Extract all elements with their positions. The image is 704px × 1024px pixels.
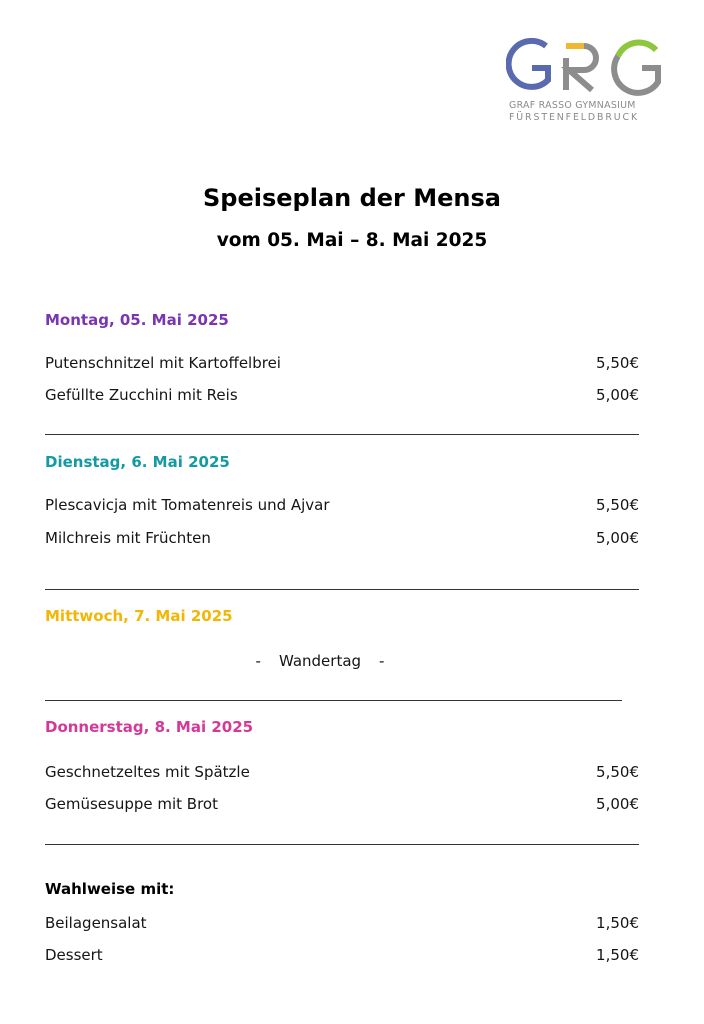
divider <box>45 434 639 435</box>
extra-item <box>45 914 639 936</box>
menu-item-name: Gefüllte Zucchini mit Reis <box>45 386 238 404</box>
day-heading-tuesday: Dienstag, 6. Mai 2025 <box>45 453 230 471</box>
grg-logo-mark <box>506 38 674 98</box>
logo-g-right-top <box>618 42 656 56</box>
menu-item-price: 5,00€ <box>596 529 639 547</box>
extra-item-name: Beilagensalat <box>45 914 147 932</box>
menu-item <box>45 386 639 408</box>
logo-r-bowl <box>569 46 596 90</box>
menu-item-price: 5,50€ <box>596 354 639 372</box>
day-heading-thursday: Donnerstag, 8. Mai 2025 <box>45 718 254 736</box>
extra-item-price: 1,50€ <box>596 914 639 932</box>
extras-heading: Wahlweise mit: <box>45 880 175 898</box>
note-dash-left: - <box>255 652 261 670</box>
menu-item-price: 5,00€ <box>596 795 639 813</box>
logo-g-right-body <box>614 56 658 93</box>
logo-city-name: FÜRSTENFELDBRUCK <box>509 112 640 123</box>
extra-item-price: 1,50€ <box>596 946 639 964</box>
note-text: Wandertag <box>278 652 362 670</box>
day-note <box>0 652 640 670</box>
note-dash-right: - <box>379 652 385 670</box>
logo-g-left <box>509 41 548 87</box>
divider <box>45 700 622 701</box>
menu-item-name: Gemüsesuppe mit Brot <box>45 795 218 813</box>
logo-school-name: GRAF RASSO GYMNASIUM <box>509 100 636 111</box>
menu-item <box>45 795 639 817</box>
menu-item-name: Plescavicja mit Tomatenreis und Ajvar <box>45 496 330 514</box>
extra-item-name: Dessert <box>45 946 103 964</box>
school-logo <box>506 38 674 128</box>
menu-item-name: Milchreis mit Früchten <box>45 529 211 547</box>
menu-item-name: Geschnetzeltes mit Spätzle <box>45 763 250 781</box>
divider <box>45 589 639 590</box>
day-heading-monday: Montag, 05. Mai 2025 <box>45 311 229 329</box>
extra-item <box>45 946 639 968</box>
menu-item-price: 5,50€ <box>596 763 639 781</box>
menu-item <box>45 763 639 785</box>
menu-item <box>45 496 639 518</box>
page-subtitle: vom 05. Mai – 8. Mai 2025 <box>216 230 488 251</box>
menu-item <box>45 354 639 376</box>
day-heading-wednesday: Mittwoch, 7. Mai 2025 <box>45 607 233 625</box>
menu-item <box>45 529 639 551</box>
menu-item-price: 5,50€ <box>596 496 639 514</box>
menu-item-name: Putenschnitzel mit Kartoffelbrei <box>45 354 281 372</box>
page-title: Speiseplan der Mensa <box>203 184 501 212</box>
menu-item-price: 5,00€ <box>596 386 639 404</box>
divider <box>45 844 639 845</box>
